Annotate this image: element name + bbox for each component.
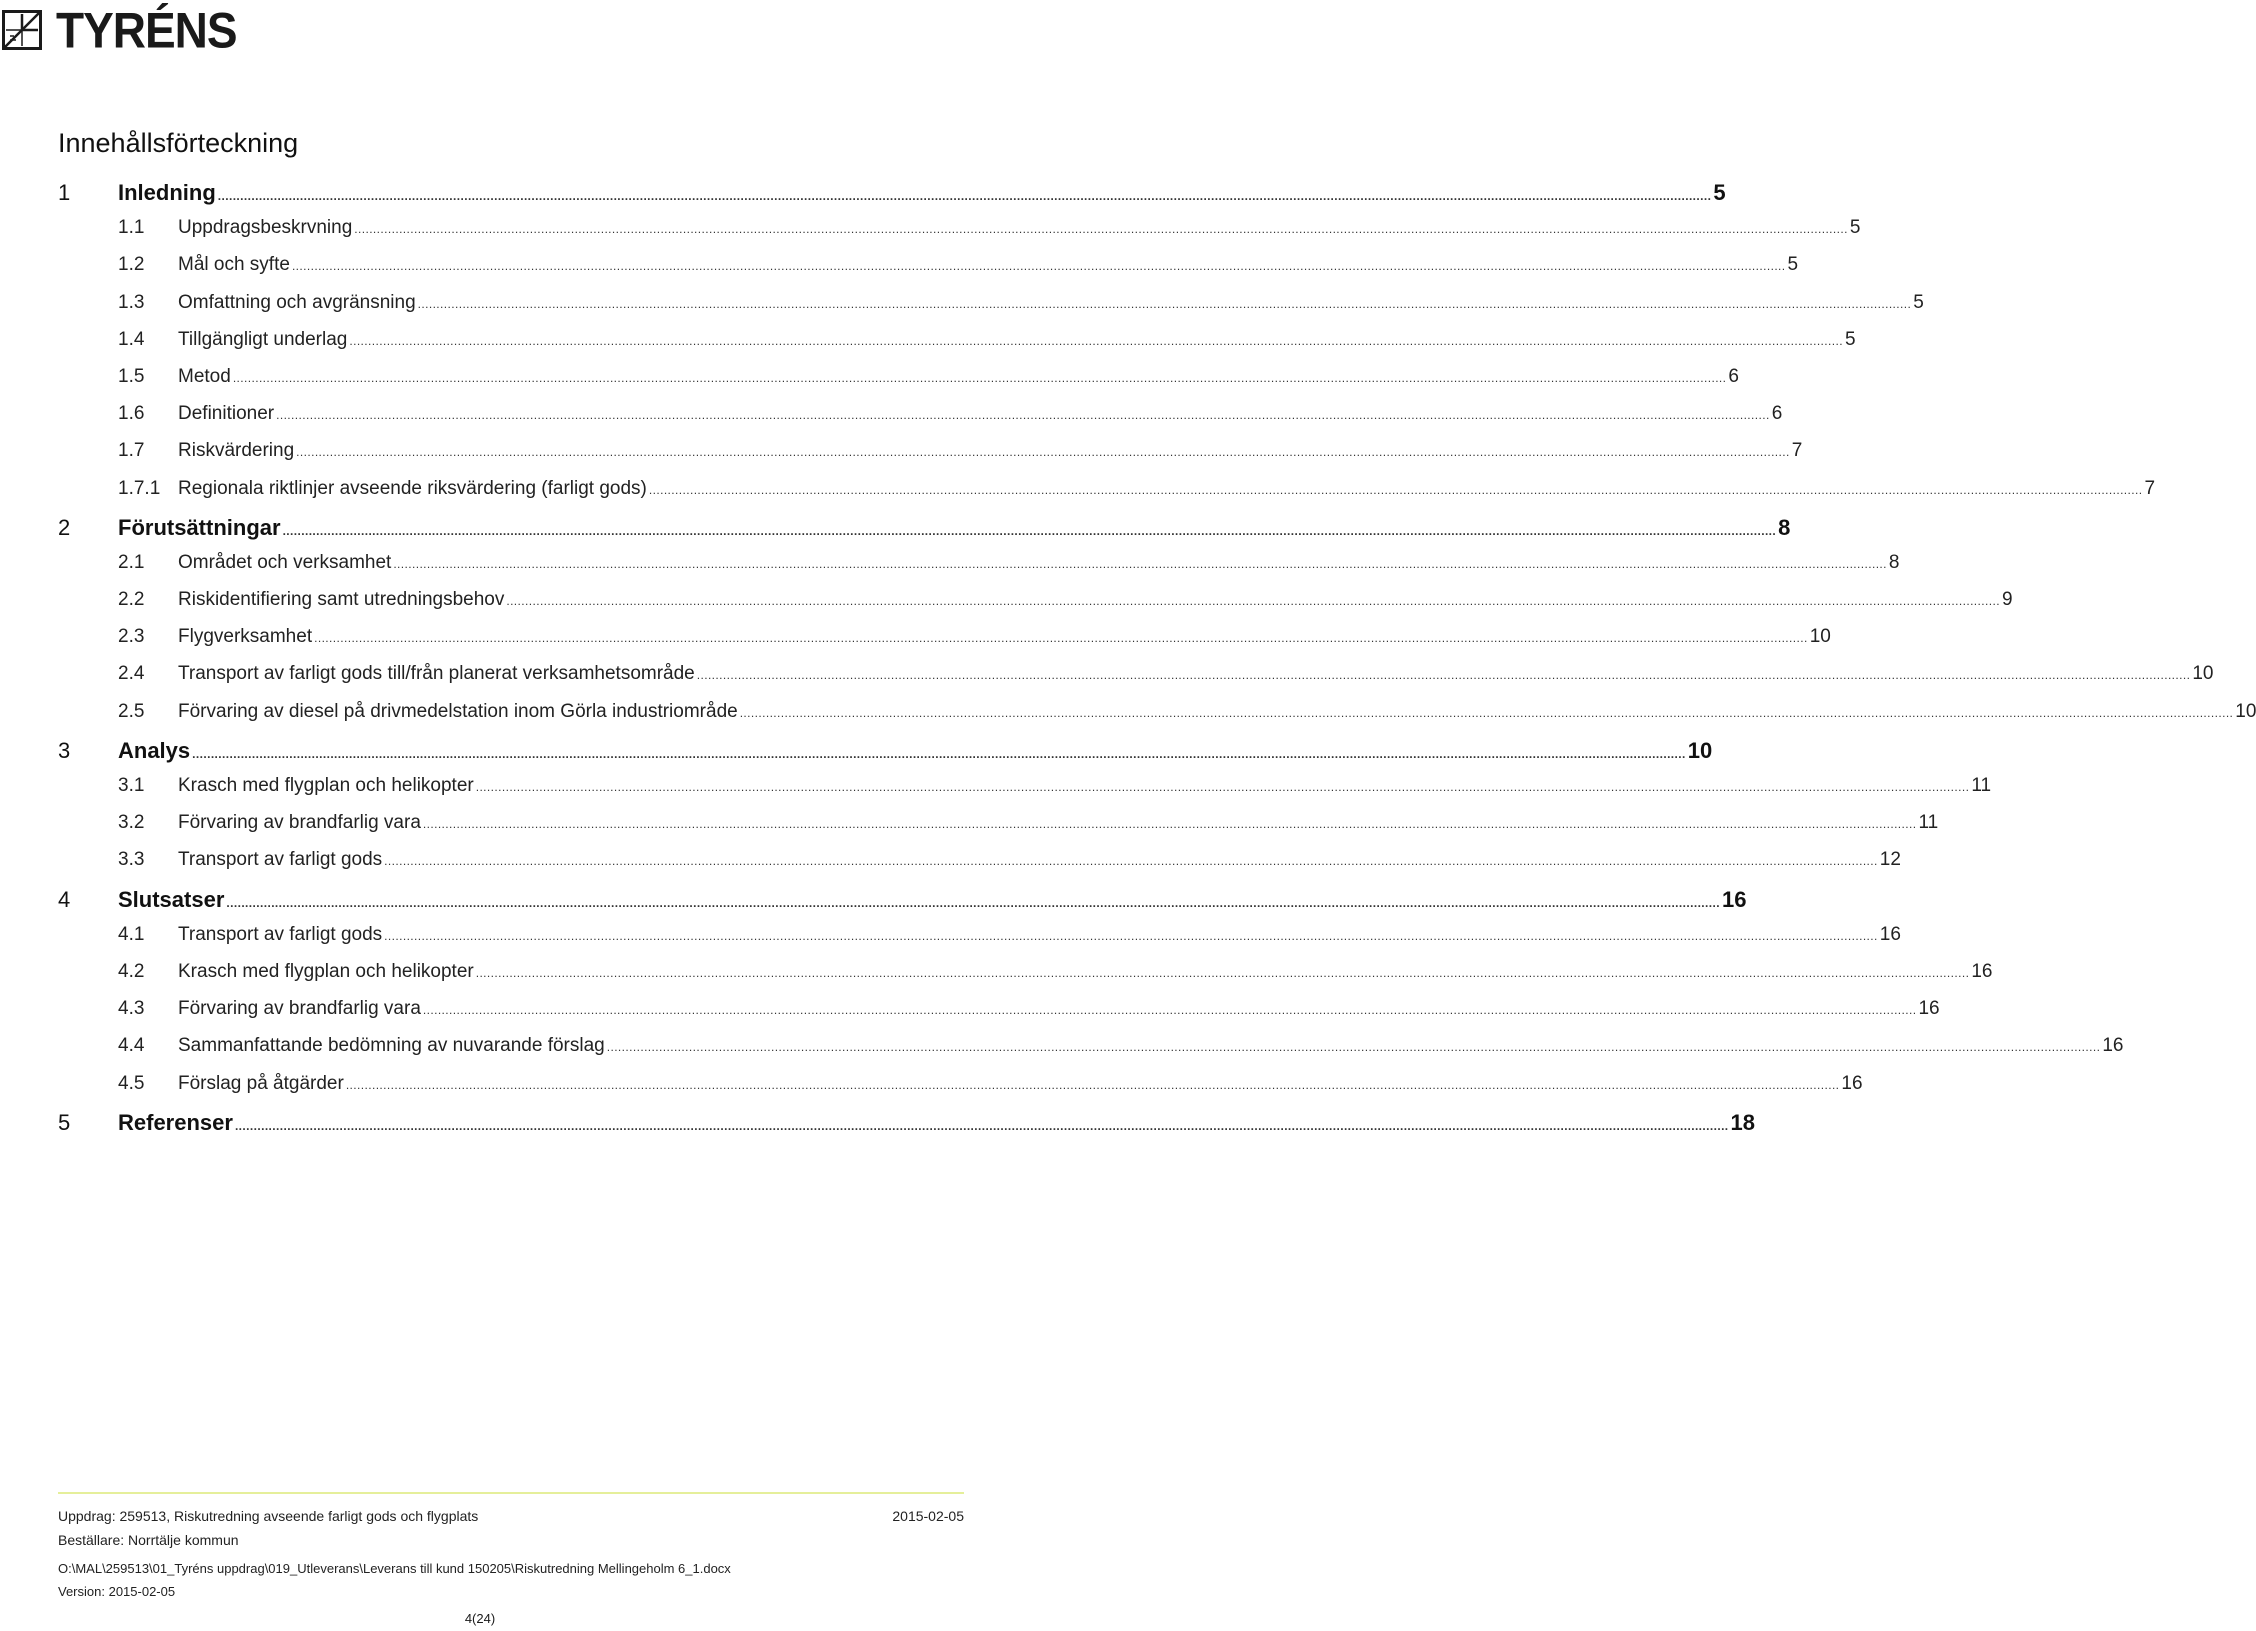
toc-leader-dots: ................................................................................................................................................................................................................................................................................................................................................................................................................ — [314, 631, 1808, 646]
toc-entry-title: Riskidentifiering samt utredningsbehov — [178, 589, 505, 611]
footer-divider — [58, 1492, 964, 1494]
toc-entry-page: 7 — [2144, 477, 2156, 499]
footer-file-path: O:\MAL\259513\01_Tyréns uppdrag\019_Utleverans\Leverans till kund 150205\Riskutredning Mellingeholm 6_1.docx — [58, 1561, 731, 1576]
toc-entry[interactable] — [58, 477, 2156, 515]
toc-entry-page: 16 — [1721, 886, 1747, 912]
toc-entry-title: Definitioner — [178, 403, 275, 425]
toc-entry[interactable] — [58, 1109, 1756, 1147]
toc-entry-number: 1.7 — [118, 440, 145, 462]
toc-entry-number: 2.4 — [118, 663, 145, 685]
toc-entry-number: 2.3 — [118, 626, 145, 648]
toc-entry-title: Förvaring av brandfarlig vara — [178, 998, 421, 1020]
toc-entry-page: 16 — [1841, 1072, 1863, 1094]
toc-leader-dots: ................................................................................................................................................................................................................................................................................................................................................................................................................ — [393, 556, 1887, 571]
toc-entry-number: 1 — [58, 180, 71, 205]
toc-entry[interactable] — [58, 551, 1900, 589]
footer-assignment: Uppdrag: 259513, Riskutredning avseende farligt gods och flygplats — [58, 1508, 479, 1524]
toc-entry-page: 5 — [1787, 254, 1799, 276]
toc-leader-dots: ................................................................................................................................................................................................................................................................................................................................................................................................................ — [696, 668, 2191, 683]
toc-entry-page: 7 — [1791, 440, 1803, 462]
toc-entry-number: 4 — [58, 886, 71, 912]
toc-entry-page: 10 — [2192, 663, 2214, 685]
toc-entry[interactable] — [58, 886, 1747, 924]
toc-entry[interactable] — [58, 663, 2214, 700]
toc-entry-page: 16 — [1918, 998, 1940, 1020]
toc-leader-dots: ................................................................................................................................................................................................................................................................................................................................................................................................................ — [422, 1003, 1917, 1018]
toc-leader-dots: ................................................................................................................................................................................................................................................................................................................................................................................................................ — [648, 482, 2143, 497]
toc-leader-dots: ................................................................................................................................................................................................................................................................................................................................................................................................................ — [739, 705, 2234, 720]
toc-entry-title: Regionala riktlinjer avseende riksvärdering (farligt gods) — [178, 477, 647, 499]
toc-entry-number: 2.2 — [118, 589, 145, 611]
toc-entry[interactable] — [58, 514, 1791, 552]
toc-leader-dots: ................................................................................................................................................................................................................................................................................................................................................................................................................ — [192, 746, 1686, 761]
toc-entry-title: Förvaring av brandfarlig vara — [178, 812, 421, 834]
toc-entry-number: 4.3 — [118, 998, 145, 1020]
toc-entry-page: 16 — [1879, 923, 1901, 945]
toc-entry[interactable] — [58, 1035, 2124, 1072]
toc-entry-title: Metod — [178, 365, 231, 387]
toc-entry[interactable] — [58, 328, 1856, 366]
toc-leader-dots: ................................................................................................................................................................................................................................................................................................................................................................................................................ — [217, 189, 1712, 203]
toc-entry[interactable] — [58, 403, 1783, 440]
toc-entry-number: 2.5 — [118, 700, 145, 722]
toc-entry-number: 3.2 — [118, 812, 145, 834]
toc-entry-title: Transport av farligt gods — [178, 923, 383, 945]
toc-entry-number: 1.6 — [118, 403, 145, 425]
toc-entry-title: Uppdragsbeskrvning — [178, 217, 353, 239]
toc-entry-page: 12 — [1879, 849, 1901, 871]
toc-entry-page: 5 — [1713, 180, 1726, 205]
toc-leader-dots: ................................................................................................................................................................................................................................................................................................................................................................................................................ — [282, 523, 1777, 538]
toc-leader-dots: ................................................................................................................................................................................................................................................................................................................................................................................................................ — [234, 1118, 1729, 1133]
toc-entry-number: 4.5 — [118, 1072, 145, 1094]
toc-entry[interactable] — [58, 440, 1803, 477]
toc-entry-number: 3 — [58, 737, 71, 763]
toc-leader-dots: ................................................................................................................................................................................................................................................................................................................................................................................................................ — [475, 965, 1970, 980]
toc-entry-page: 16 — [1971, 960, 1993, 982]
toc-entry-number: 1.7.1 — [118, 477, 161, 499]
toc-leader-dots: ................................................................................................................................................................................................................................................................................................................................................................................................................ — [475, 780, 1970, 794]
toc-entry-title: Flygverksamhet — [178, 626, 313, 648]
toc-entry[interactable] — [58, 291, 1924, 329]
toc-entry-title: Krasch med flygplan och helikopter — [178, 960, 474, 982]
toc-entry-page: 5 — [1913, 291, 1924, 313]
footer-version: Version: 2015-02-05 — [58, 1584, 176, 1599]
toc-leader-dots: ................................................................................................................................................................................................................................................................................................................................................................................................................ — [226, 895, 1720, 910]
toc-entry[interactable] — [58, 626, 1831, 663]
toc-entry-page: 5 — [1844, 328, 1856, 350]
toc-leader-dots: ................................................................................................................................................................................................................................................................................................................................................................................................................ — [232, 370, 1727, 385]
toc-entry-page: 10 — [1809, 626, 1831, 648]
toc-entry-page: 9 — [2001, 589, 2013, 611]
footer-path-row — [58, 1561, 964, 1576]
toc-entry-title: Inledning — [118, 180, 216, 205]
toc-entry[interactable] — [58, 1072, 1863, 1110]
toc-entry-page: 16 — [2102, 1035, 2124, 1057]
toc-entry[interactable] — [58, 365, 1739, 403]
toc-entry-number: 4.4 — [118, 1035, 145, 1057]
footer-version-row — [58, 1584, 964, 1599]
toc-entry-number: 1.5 — [118, 365, 145, 387]
toc-entry-number: 4.2 — [118, 960, 145, 982]
toc-entry-title: Förvaring av diesel på drivmedelstation inom Görla industriområde — [178, 700, 738, 722]
toc-entry[interactable] — [58, 700, 2256, 738]
toc-entry-number: 1.4 — [118, 328, 145, 350]
toc-entry-title: Referenser — [118, 1109, 233, 1135]
toc-leader-dots: ................................................................................................................................................................................................................................................................................................................................................................................................................ — [276, 408, 1770, 423]
toc-entry[interactable] — [58, 254, 1799, 291]
toc-entry-title: Området och verksamhet — [178, 551, 392, 573]
toc-entry-page: 11 — [1918, 812, 1939, 834]
logo-wordmark: TYRÉNS — [56, 1, 237, 59]
toc-heading: Innehållsförteckning — [58, 128, 299, 158]
toc-leader-dots: ................................................................................................................................................................................................................................................................................................................................................................................................................ — [384, 928, 1878, 943]
footer-assignment-row — [58, 1508, 964, 1524]
toc-entry-page: 6 — [1771, 403, 1783, 425]
toc-leader-dots: ................................................................................................................................................................................................................................................................................................................................................................................................................ — [422, 817, 1917, 832]
toc-leader-dots: ................................................................................................................................................................................................................................................................................................................................................................................................................ — [354, 222, 1848, 237]
page-number: 4(24) — [464, 1611, 496, 1626]
toc-leader-dots: ................................................................................................................................................................................................................................................................................................................................................................................................................ — [606, 1040, 2101, 1055]
footer-date: 2015-02-05 — [892, 1508, 964, 1524]
table-of-contents — [58, 180, 2256, 1147]
toc-leader-dots: ................................................................................................................................................................................................................................................................................................................................................................................................................ — [417, 296, 1912, 311]
toc-leader-dots: ................................................................................................................................................................................................................................................................................................................................................................................................................ — [506, 594, 2000, 609]
toc-leader-dots: ................................................................................................................................................................................................................................................................................................................................................................................................................ — [296, 445, 1790, 460]
toc-entry[interactable] — [58, 849, 1901, 886]
toc-leader-dots: ................................................................................................................................................................................................................................................................................................................................................................................................................ — [291, 259, 1786, 274]
company-logo — [2, 1, 237, 59]
toc-entry-number: 2.1 — [118, 551, 145, 573]
toc-entry-title: Förslag på åtgärder — [178, 1072, 344, 1094]
toc-entry-page: 8 — [1888, 551, 1900, 573]
toc-entry-number: 3.3 — [118, 849, 145, 871]
toc-entry-title: Krasch med flygplan och helikopter — [178, 775, 474, 796]
toc-entry-title: Riskvärdering — [178, 440, 295, 462]
toc-entry[interactable] — [58, 923, 1901, 961]
toc-entry-title: Omfattning och avgränsning — [178, 291, 416, 313]
toc-leader-dots: ................................................................................................................................................................................................................................................................................................................................................................................................................ — [384, 854, 1878, 869]
toc-entry-title: Slutsatser — [118, 886, 225, 912]
toc-entry[interactable] — [58, 180, 1726, 217]
toc-entry-page: 18 — [1730, 1109, 1756, 1135]
toc-entry[interactable] — [58, 589, 2013, 626]
toc-entry-page: 8 — [1778, 514, 1791, 540]
toc-entry-page: 10 — [2235, 700, 2256, 722]
toc-entry-title: Sammanfattande bedömning av nuvarande förslag — [178, 1035, 605, 1057]
toc-entry-title: Mål och syfte — [178, 254, 290, 276]
toc-leader-dots: ................................................................................................................................................................................................................................................................................................................................................................................................................ — [349, 333, 1843, 348]
toc-entry-page: 5 — [1849, 217, 1861, 239]
toc-entry-number: 4.1 — [118, 923, 145, 945]
toc-leader-dots: ................................................................................................................................................................................................................................................................................................................................................................................................................ — [345, 1077, 1840, 1092]
toc-entry-title: Transport av farligt gods — [178, 849, 383, 871]
toc-entry-title: Analys — [118, 737, 191, 763]
toc-entry[interactable] — [58, 960, 1993, 998]
toc-entry-title: Transport av farligt gods till/från planerat verksamhetsområde — [178, 663, 695, 685]
toc-entry[interactable] — [58, 737, 1713, 775]
footer-client: Beställare: Norrtälje kommun — [58, 1532, 239, 1548]
toc-entry-title: Förutsättningar — [118, 514, 281, 540]
toc-entry-page: 10 — [1687, 737, 1713, 763]
toc-entry[interactable] — [58, 217, 1861, 254]
toc-entry[interactable] — [58, 775, 1992, 812]
footer-client-row — [58, 1532, 964, 1548]
toc-entry-number: 3.1 — [118, 775, 145, 796]
toc-entry-number: 1.1 — [118, 217, 145, 239]
tyrens-logo-mark-icon — [2, 10, 42, 50]
toc-entry-page: 6 — [1728, 365, 1739, 387]
toc-entry-page: 11 — [1971, 775, 1992, 796]
toc-entry[interactable] — [58, 998, 1940, 1035]
toc-entry-number: 1.3 — [118, 291, 145, 313]
toc-entry-number: 2 — [58, 514, 71, 540]
toc-entry-title: Tillgängligt underlag — [178, 328, 348, 350]
toc-entry-number: 5 — [58, 1109, 71, 1135]
toc-entry-number: 1.2 — [118, 254, 145, 276]
toc-entry[interactable] — [58, 812, 1939, 849]
